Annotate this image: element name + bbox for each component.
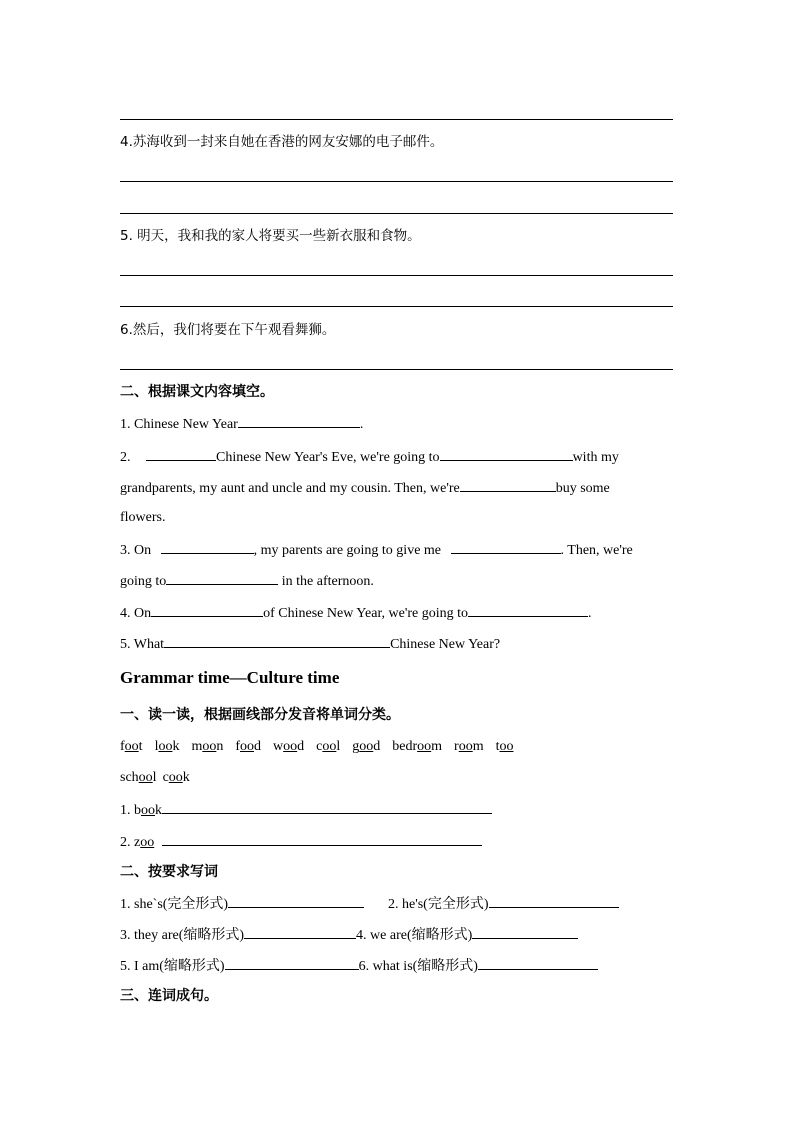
blank[interactable]	[146, 446, 216, 461]
translation-item-6: 6.然后，我们将要在下午观看舞狮。	[120, 322, 336, 338]
write-word-1: 1. she`s(完全形式)	[120, 897, 229, 912]
category-2-label: 2. zoo	[120, 835, 155, 850]
write-word-3: 3. they are(缩略形式)	[120, 928, 245, 943]
answer-line	[120, 119, 673, 120]
q3-text: 3. On	[120, 543, 155, 558]
write-word-row-1b	[388, 893, 619, 915]
write-word-5: 5. I am(缩略形式)	[120, 959, 225, 974]
write-word-row-3	[120, 955, 598, 977]
q3-text-5: in the afternoon.	[278, 574, 374, 589]
word-item: foot	[120, 739, 143, 754]
write-word-4: 4. we are(缩略形式)	[356, 928, 473, 943]
fill-question-1	[120, 413, 363, 435]
word-list-row-2	[120, 768, 196, 788]
blank[interactable]	[489, 893, 619, 908]
blank[interactable]	[478, 955, 598, 970]
answer-line	[120, 306, 673, 307]
translation-item-4: 4.苏海收到一封来自她在香港的网友安娜的电子邮件。	[120, 134, 444, 150]
blank[interactable]	[468, 602, 588, 617]
section2-heading: 二、按要求写词	[120, 864, 218, 880]
q4-text-2: of Chinese New Year, we're going to	[263, 606, 469, 621]
section3-heading: 三、连词成句。	[120, 988, 218, 1004]
blank[interactable]	[440, 446, 573, 461]
translation-item-5: 5. 明天，我和我的家人将要买一些新衣服和食物。	[120, 228, 421, 244]
q4-text: 4. On	[120, 606, 152, 621]
q2-text-2: with my	[572, 450, 619, 465]
word-item: school	[120, 770, 157, 785]
word-item: too	[495, 739, 514, 754]
blank[interactable]	[460, 477, 556, 492]
answer-line	[120, 275, 673, 276]
answer-line	[120, 213, 673, 214]
word-item: look	[154, 739, 180, 754]
grammar-title: Grammar time—Culture time	[120, 668, 340, 687]
write-word-row-1	[120, 893, 364, 915]
write-word-2: 2. he's(完全形式)	[388, 897, 489, 912]
blank[interactable]	[166, 570, 278, 585]
q5-text-2: Chinese New Year?	[390, 637, 501, 652]
blank[interactable]	[151, 602, 263, 617]
word-item: food	[235, 739, 262, 754]
answer-line	[120, 181, 673, 182]
q2-text-4: buy some	[555, 481, 610, 496]
q2-text-3: grandparents, my aunt and uncle and my cousin. Then, we're	[120, 481, 460, 496]
q3-text-3: . Then, we're	[560, 543, 633, 558]
blank[interactable]	[161, 539, 254, 554]
q1-text: 1. Chinese New Year	[120, 417, 238, 432]
q2-text: Chinese New Year's Eve, we're going to	[216, 450, 440, 465]
q4-end: .	[588, 606, 592, 621]
fill-question-3-line2	[120, 570, 374, 592]
word-item: moon	[191, 739, 224, 754]
category-1-label: 1. book	[120, 803, 162, 818]
blank[interactable]	[238, 413, 360, 428]
fill-section-heading: 二、根据课文内容填空。	[120, 384, 274, 400]
word-item: cook	[162, 770, 190, 785]
word-item: good	[352, 739, 381, 754]
word-item: cool	[316, 739, 341, 754]
section1-heading: 一、读一读，根据画线部分发音将单词分类。	[120, 707, 400, 723]
blank[interactable]	[228, 893, 364, 908]
fill-question-3-line1	[120, 539, 633, 561]
blank[interactable]	[162, 799, 492, 814]
blank[interactable]	[225, 955, 359, 970]
blank[interactable]	[162, 831, 482, 846]
word-item: room	[454, 739, 484, 754]
category-2	[120, 831, 482, 853]
blank[interactable]	[244, 924, 356, 939]
blank[interactable]	[472, 924, 578, 939]
fill-question-2-line1	[120, 446, 673, 468]
q3-text-4: going to	[120, 574, 167, 589]
q5-text: 5. What	[120, 637, 165, 652]
q2-number: 2.	[120, 450, 134, 465]
fill-question-2-line3: flowers.	[120, 510, 166, 525]
write-word-6: 6. what is(缩略形式)	[358, 959, 478, 974]
word-item: wood	[273, 739, 305, 754]
q1-end: .	[359, 417, 364, 432]
fill-question-2-line2	[120, 477, 610, 499]
fill-question-4	[120, 602, 592, 624]
word-list-row-1	[120, 737, 525, 757]
blank[interactable]	[164, 633, 390, 648]
write-word-row-2	[120, 924, 578, 946]
blank[interactable]	[451, 539, 561, 554]
word-item: bedroom	[392, 739, 443, 754]
answer-line	[120, 369, 673, 370]
category-1	[120, 799, 492, 821]
q3-text-2: , my parents are going to give me	[253, 543, 445, 558]
fill-question-5	[120, 633, 500, 655]
